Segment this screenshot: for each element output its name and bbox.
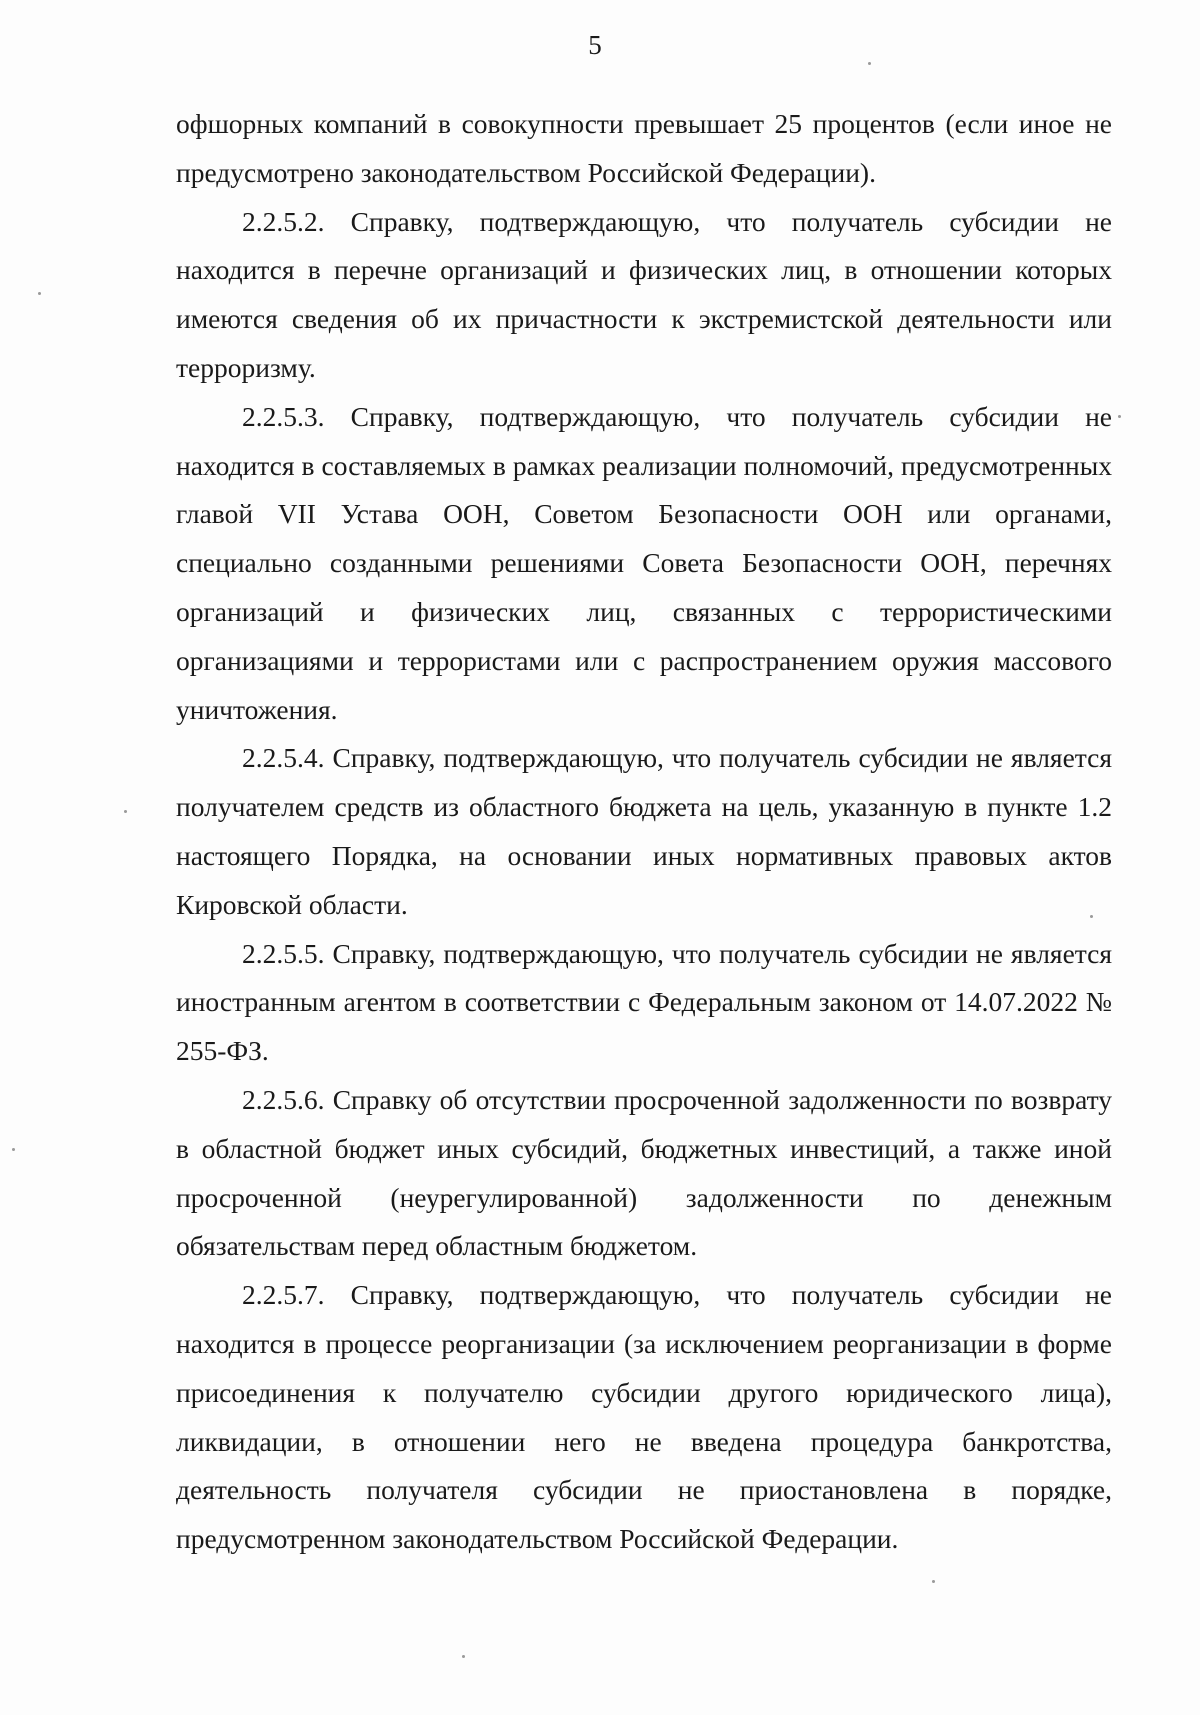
document-body bbox=[176, 100, 1112, 1564]
scan-speck bbox=[932, 1580, 935, 1583]
page-number: 5 bbox=[588, 30, 602, 60]
paragraph-2-2-5-7: 2.2.5.7. Справку, подтверждающую, что получатель субсидии не находится в процессе реорганизации (за исключением реорганизации в форме присоединения к получателю субсидии другого юридического лица), ликвидации, в отношении него не введена процедура банкротства, деятельность получателя субсидии не приостановлена в порядке, предусмотренном законодательством Российской Федерации. bbox=[176, 1279, 1112, 1555]
scan-speck bbox=[1118, 415, 1121, 418]
paragraph-2-2-5-3: 2.2.5.3. Справку, подтверждающую, что получатель субсидии не находится в составляемых в рамках реализации полномочий, предусмотренных главой VII Устава ООН, Советом Безопасности ООН или органами, специально созданными решениями Совета Безопасности ООН, перечнях организаций и физических лиц, связанных с террористическими организациями и террористами или с распространением оружия массового уничтожения. bbox=[176, 400, 1112, 725]
scan-speck bbox=[124, 810, 127, 813]
scan-speck bbox=[462, 1655, 465, 1658]
paragraph-continuation: офшорных компаний в совокупности превышает 25 процентов (если иное не предусмотрено законодательством Российской Федерации). bbox=[176, 108, 1112, 188]
paragraph-2-2-5-4: 2.2.5.4. Справку, подтверждающую, что получатель субсидии не является получателем средств из областного бюджета на цель, указанную в пункте 1.2 настоящего Порядка, на основании иных нормативных правовых актов Кировской области. bbox=[176, 742, 1112, 920]
paragraph-2-2-5-2: 2.2.5.2. Справку, подтверждающую, что получатель субсидии не находится в перечне организаций и физических лиц, в отношении которых имеются сведения об их причастности к экстремистской деятельности или терроризму. bbox=[176, 205, 1112, 383]
scan-speck bbox=[38, 292, 41, 295]
scan-speck bbox=[12, 1148, 15, 1151]
paragraph-2-2-5-5: 2.2.5.5. Справку, подтверждающую, что получатель субсидии не является иностранным агентом в соответствии с Федеральным законом от 14.07.2022 № 255-ФЗ. bbox=[176, 937, 1112, 1067]
paragraph-2-2-5-6: 2.2.5.6. Справку об отсутствии просроченной задолженности по возврату в областной бюджет иных субсидий, бюджетных инвестиций, а также иной просроченной (неурегулированной) задолженности по денежным обязательствам перед областным бюджетом. bbox=[176, 1083, 1112, 1262]
scan-speck bbox=[1090, 915, 1093, 918]
scan-speck bbox=[868, 62, 871, 65]
